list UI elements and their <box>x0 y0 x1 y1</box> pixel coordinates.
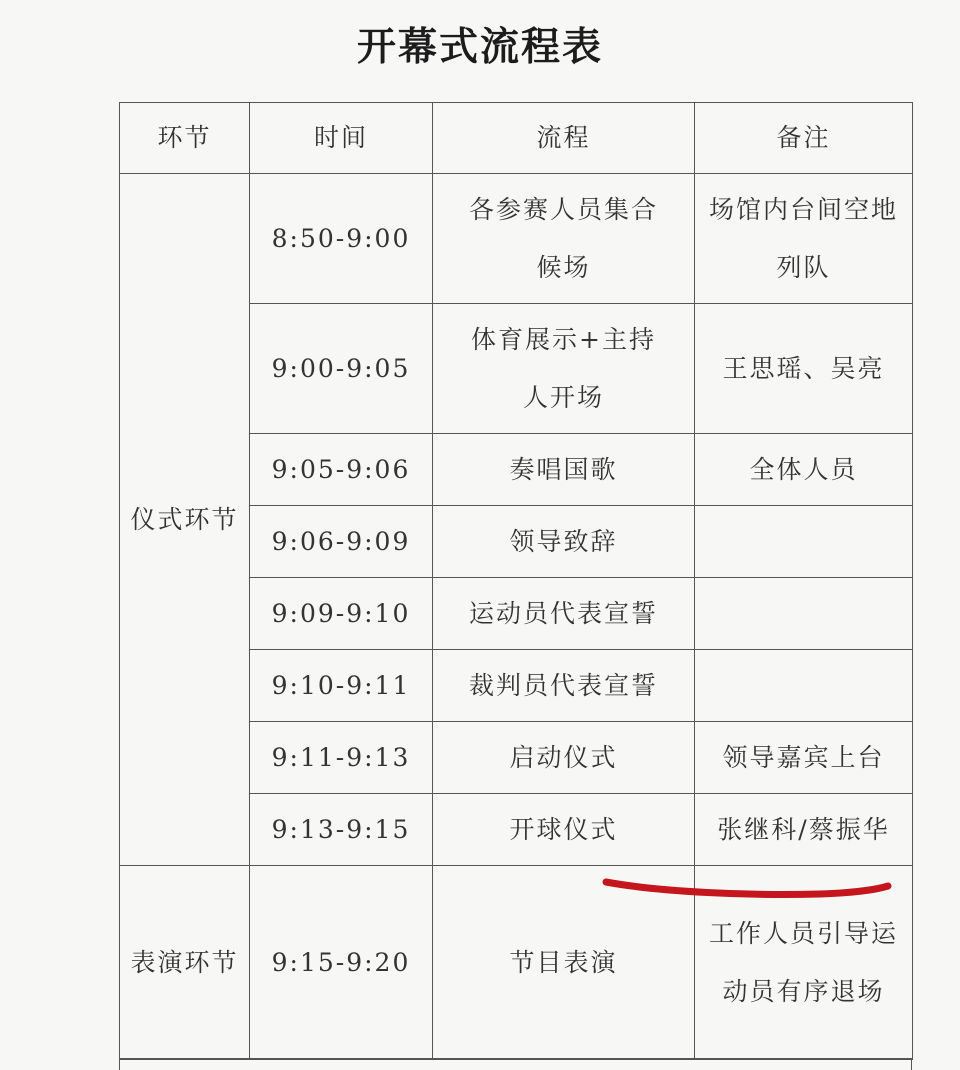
remark-cell <box>695 578 913 650</box>
process-cell: 奏唱国歌 <box>433 434 695 506</box>
remark-cell: 全体人员 <box>695 434 913 506</box>
page-title: 开幕式流程表 <box>356 25 603 70</box>
time-cell: 9:05-9:06 <box>250 434 433 506</box>
remark-cell: 张继科/蔡振华 <box>695 794 913 866</box>
process-cell: 启动仪式 <box>433 722 695 794</box>
table-row <box>120 174 913 304</box>
header-process: 流程 <box>433 103 695 174</box>
time-cell: 9:13-9:15 <box>250 794 433 866</box>
next-row-edge <box>119 1058 912 1070</box>
table-header-row <box>120 103 913 174</box>
schedule-table <box>119 102 913 1060</box>
time-cell: 9:11-9:13 <box>250 722 433 794</box>
time-cell: 9:09-9:10 <box>250 578 433 650</box>
header-time: 时间 <box>250 103 433 174</box>
time-cell: 9:15-9:20 <box>250 866 433 1060</box>
time-cell: 8:50-9:00 <box>250 174 433 304</box>
remark-cell: 场馆内台间空地列队 <box>695 174 913 304</box>
red-underline-mark <box>600 870 900 910</box>
remark-cell <box>695 650 913 722</box>
time-cell: 9:06-9:09 <box>250 506 433 578</box>
process-cell: 运动员代表宣誓 <box>433 578 695 650</box>
time-cell: 9:10-9:11 <box>250 650 433 722</box>
process-cell: 体育展示+主持人开场 <box>433 304 695 434</box>
process-cell: 领导致辞 <box>433 506 695 578</box>
remark-cell: 工作人员引导运动员有序退场 <box>695 866 913 1060</box>
remark-cell <box>695 506 913 578</box>
section-cell: 仪式环节 <box>120 174 250 866</box>
time-cell: 9:00-9:05 <box>250 304 433 434</box>
header-remark: 备注 <box>695 103 913 174</box>
section-cell: 表演环节 <box>120 866 250 1060</box>
remark-cell: 领导嘉宾上台 <box>695 722 913 794</box>
process-cell: 裁判员代表宣誓 <box>433 650 695 722</box>
header-section: 环节 <box>120 103 250 174</box>
process-cell: 节目表演 <box>433 866 695 1060</box>
process-cell: 开球仪式 <box>433 794 695 866</box>
remark-cell: 王思瑶、吴亮 <box>695 304 913 434</box>
process-cell: 各参赛人员集合候场 <box>433 174 695 304</box>
